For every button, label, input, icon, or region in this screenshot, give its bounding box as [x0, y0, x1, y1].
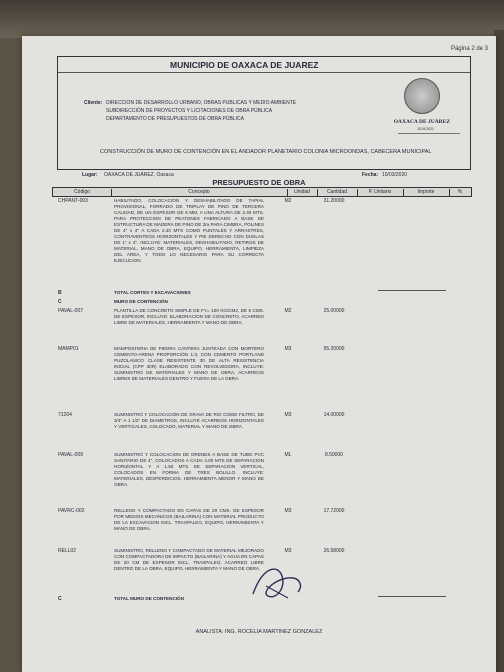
row-concept: SUMINISTRO, RELLENO Y COMPACTADO DE MATERIAL MEJORADO CON COMPACTADORA DE IMPACTO (BAILARINA) Y AGUA EN CAPAS DE 20 CM DE ESPESOR INCL. TRASPALEO, ACARREO LIBRE DENTRO DE LA OBRA, EQUIPO, HERRAMIENTA Y MANO DE OBRA.: [114, 548, 264, 571]
col-qty: Cantidad: [326, 189, 347, 195]
row-concept: MAMPOSTERIA DE PIEDRA CANTERA JUNTEADA CON MORTERO CEMENTO-ARENA PROPORCIÓN 1:3, CON CEMENTO PORTLAND PUZOLANICO CLASE RESISTENTE 30 DE ALTA RESISTENCIA INICIAL (CPP 30R) ELABORADO CON REVOLVEDORA, INCLUYE: SUMINISTRO DE MATERIALES Y MANO DE OBRA, ACARREOS LIBRES DE MATERIALES DENTRO Y FUERA DE LA OBRA.: [114, 346, 264, 381]
row-code: PAVAL-007: [58, 308, 84, 314]
client-label: Cliente:: [84, 100, 103, 106]
row-concept: MURO DE CONTENCIÓN: [114, 299, 168, 304]
location-label: Lugar:: [82, 172, 98, 178]
row-concept: TOTAL MURO DE CONTENCIÓN: [114, 596, 184, 601]
row-code: B: [58, 290, 62, 296]
page-number: Página 2 de 3: [450, 46, 488, 52]
row-concept: HABILITADO, COLOCACION Y DESHABILITADO DE TAPIAL PROVISIONAL, FORRADO DE TRIPLAY DE PINO DE TERCERA CALIDAD, DE UN ESPESOR DE 6 MM, A UNA ALTURA DE 2.40 MTS. PARA PROTECCION DE PEATONES FABRICADO A BASE DE ESTRUCTURA DE MADERA DE PINO DE 3ra PARA CIMBRA, POLINES DE 4" x 4" A CADA 2.40 MTS COMO PUNTALES Y ARRASTRES, CONTRAVENTEOS HORIZONTALES Y PIE DERECHO CON DUELAS DE 1" x 4". INCLUYE: MATERIALES, DESHABILITADO, RETIROS DE MATERIAL, MANO DE OBRA, EQUIPO, HERRAMIENTA, LIMPIEZA DEL AREA, Y TODO LO NECESARIO PARA SU CORRECTA EJECUCION.: [114, 198, 265, 263]
row-unit: M3: [284, 508, 292, 514]
logo-title: OAXACA DE JUÁREZ: [393, 119, 450, 125]
background-top: [0, 0, 504, 38]
row-qty: 31.20000: [323, 198, 345, 204]
row-code: CHPANT-003: [58, 198, 88, 204]
row-qty: 25.00000: [323, 308, 345, 314]
row-concept: TOTAL CORTES Y EXCAVACIONES: [114, 290, 191, 295]
client-line: DEPARTAMENTO DE PRESUPUESTOS DE OBRA PÚBLICA: [106, 116, 244, 122]
row-code: PAVRC-002: [58, 508, 85, 514]
row-code: RELL02: [58, 548, 77, 554]
row-code: C: [58, 596, 62, 602]
client-line: SUBDIRECCIÓN DE PROYECTOS Y LICITACIONES DE OBRA PÚBLICA: [106, 108, 273, 114]
budget-title: PRESUPUESTO DE OBRA: [212, 178, 306, 187]
row-unit: M2: [284, 308, 292, 314]
subtotal-line: [378, 290, 446, 291]
client-line: DIRECCION DE DESARROLLO URBANO, OBRAS PUBLICAS Y MEDIO AMBIENTE: [106, 100, 297, 106]
municipality-title: MUNICIPIO DE OAXACA DE JUAREZ: [170, 60, 319, 70]
client-lines: [106, 99, 296, 123]
location-value: OAXACA DE JUÁREZ, Oaxaca: [104, 172, 174, 178]
row-qty: 55.20000: [323, 346, 345, 352]
row-concept: PLANTILLA DE CONCRETO SIMPLE DE F'c= 100 KG/CM2, DE 5 CMS. DE ESPESOR, INCLUYE: ELABORACION DE CONCRETO, ACARREO LIBRE DE MATERIALES, HERRAMIENTA Y MANO DE OBRA.: [114, 308, 264, 325]
row-qty: 26.58000: [323, 548, 345, 554]
col-amount: Importe: [417, 189, 435, 195]
row-qty: 8.50000: [324, 452, 344, 458]
col-unit: Unidad: [294, 189, 310, 195]
row-concept: SUMINISTRO Y COLOCACION DE DRENES A BASE DE TUBO PVC SANITARIO DE 4", COLOCADOS A CADA 3.00 MTS DE SEPARACION HORIZONTAL Y A 1.50 MTS DE SEPARACION VERTICAL, COLOCADOS EN FORMA DE TRES BOLILLO. INCLUYE: MATERIALES, DESPERDICIOS, HERRAMIENTA MENOR Y MANO DE OBRA.: [114, 452, 264, 487]
col-code: Código: [74, 189, 90, 195]
row-concept: RELLENO Y COMPACTADO EN CAPAS DE 20 CMS. DE ESPESOR POR MEDIOS MECANICOS (BAILARINA) CON MATERIAL PRODUCTO DE LA EXCAVACION INCL. TRASPALEO, EQUIPO, HERRAMIENTA Y MANO DE OBRA.: [114, 508, 264, 531]
document-header: [57, 56, 471, 170]
row-unit: M3: [284, 346, 292, 352]
col-percent: %: [457, 189, 463, 195]
row-code: PAVAL-009: [58, 452, 84, 458]
row-unit: M3: [284, 412, 292, 418]
row-code: MAMP01: [58, 346, 79, 352]
col-concept: Concepto: [188, 189, 210, 195]
table-header: [52, 187, 472, 197]
row-qty: 14.00000: [323, 412, 345, 418]
header-divider: [58, 72, 470, 73]
col-unit-price: P. Unitario: [368, 189, 392, 195]
logo-rule: [398, 133, 460, 134]
row-unit: M2: [284, 198, 292, 204]
project-description: CONSTRUCCIÓN DE MURO DE CONTENCIÓN EN EL ANDADOR PLANETARIO COLONIA MICROONDAS, CABECERA MUNICIPAL: [100, 149, 432, 155]
document-page: [22, 36, 496, 672]
date-label: Fecha:: [362, 172, 379, 178]
row-code: C: [58, 299, 62, 305]
municipal-seal-logo: [404, 78, 440, 114]
analyst-signature-line: ANALISTA: ING. ROCELIA MARTINEZ GONZALEZ: [195, 629, 323, 635]
row-unit: M3: [284, 548, 292, 554]
row-concept: SUMINISTRO Y COLOCACIÓN DE GRAVA DE RIO COMO FILTRO, DE 3/4" A 1 1/2" DE DIAMETROS, INCLUYE ACARREOS HORIZONTALES Y VERTICALES, COLOCADO, MATERIAL Y MANO DE OBRA.: [114, 412, 264, 429]
row-unit: ML: [284, 452, 292, 458]
total-line: [378, 596, 446, 597]
logo-years: 2019-2021: [417, 127, 434, 131]
row-qty: 17.72000: [323, 508, 345, 514]
row-code: 71204: [58, 412, 72, 418]
date-value: 10/03/2020: [382, 172, 408, 178]
